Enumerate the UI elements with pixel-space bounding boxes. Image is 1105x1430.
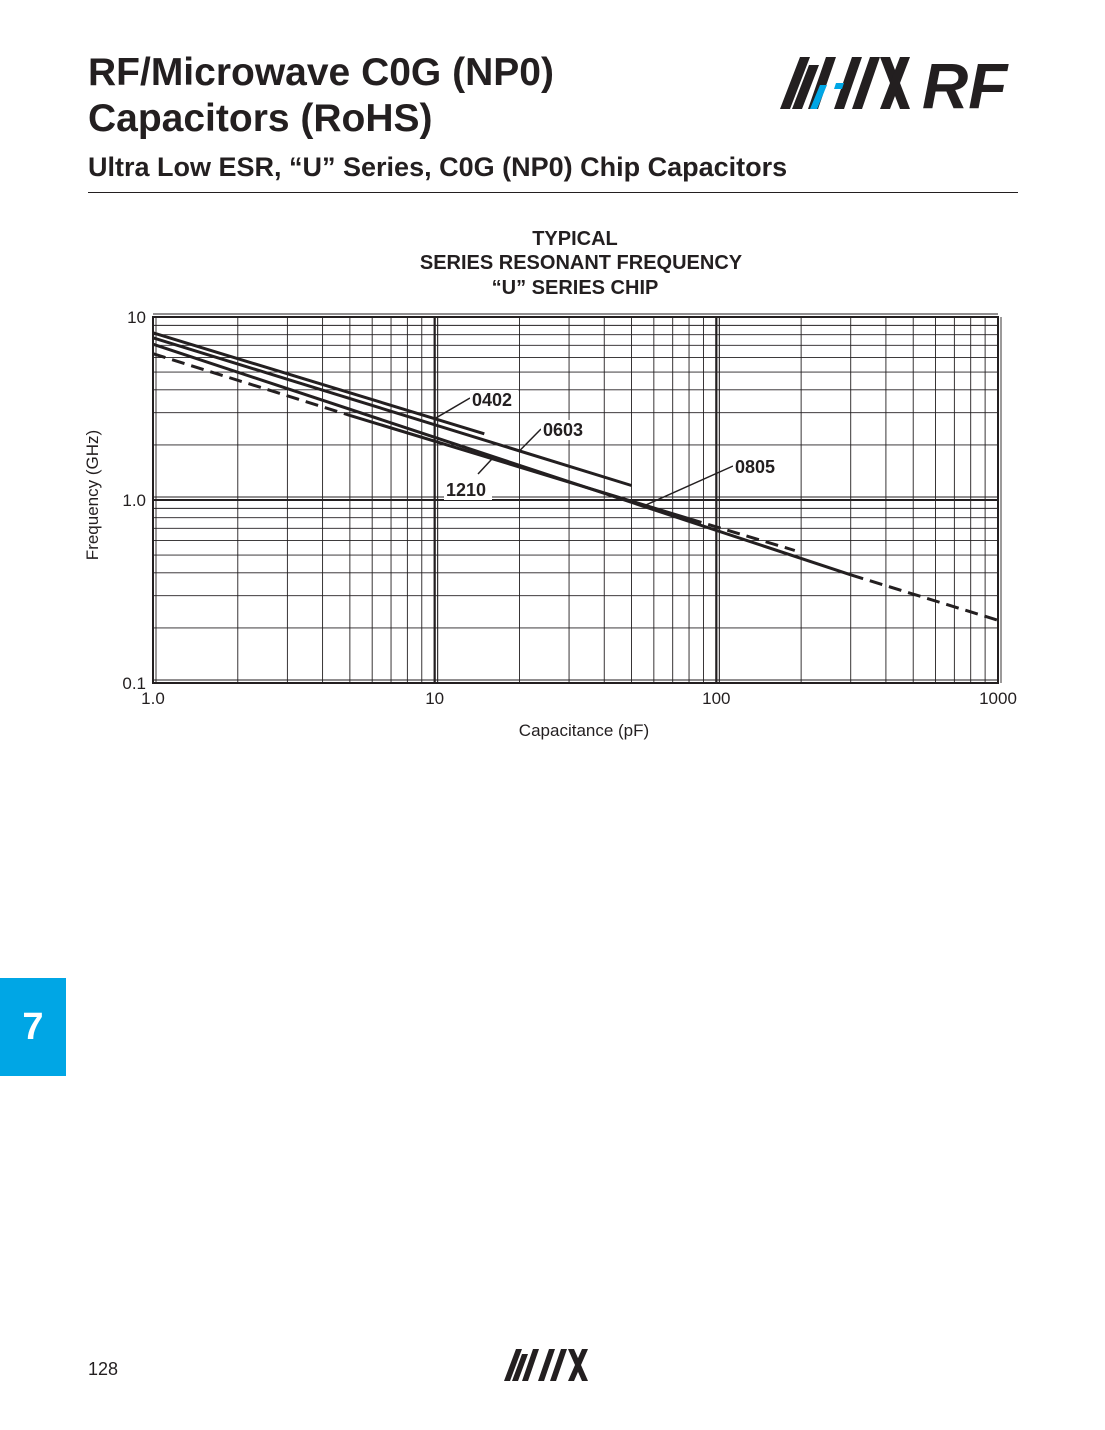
- title-line-1: RF/Microwave C0G (NP0): [88, 51, 554, 94]
- y-tick-label: 0.1: [122, 674, 146, 693]
- x-axis-label: Capacitance (pF): [518, 721, 650, 740]
- title-line-2: Capacitors (RoHS): [88, 97, 433, 140]
- series-label-0402: 0402: [472, 390, 513, 410]
- chart-title-line-1: TYPICAL: [532, 228, 618, 250]
- x-tick-label: 100: [702, 689, 731, 708]
- y-tick-label: 1.0: [122, 491, 146, 510]
- series-line-0805-dashed: [851, 575, 998, 621]
- leader-line-0402: [435, 398, 470, 419]
- chart-grid: [153, 314, 1001, 683]
- chart-title-line-2: SERIES RESONANT FREQUENCY: [419, 252, 743, 274]
- chart-series: [153, 333, 998, 621]
- x-tick-label: 1000: [979, 689, 1017, 708]
- page-subtitle: Ultra Low ESR, “U” Series, C0G (NP0) Chip Capacitors: [88, 152, 788, 182]
- avx-footer-logo: [504, 1348, 604, 1382]
- series-line-1210-dashed: [689, 519, 795, 551]
- x-tick-label: 1.0: [141, 689, 165, 708]
- series-labels: [435, 390, 781, 506]
- leader-line-0603: [519, 429, 541, 451]
- chart-title-line-3: “U” SERIES CHIP: [491, 277, 659, 299]
- series-line-0603-solid: [153, 338, 632, 486]
- page-number: 128: [88, 1359, 119, 1379]
- leader-line-1210: [478, 459, 492, 474]
- series-label-0603: 0603: [543, 420, 584, 440]
- svg-text:RF: RF: [922, 55, 1008, 111]
- series-label-0805: 0805: [735, 457, 776, 477]
- y-axis-label: Frequency (GHz): [83, 429, 102, 561]
- x-tick-label: 10: [425, 689, 445, 708]
- series-label-1210: 1210: [446, 480, 487, 500]
- section-tab: 7: [0, 978, 66, 1076]
- y-tick-label: 10: [127, 308, 146, 327]
